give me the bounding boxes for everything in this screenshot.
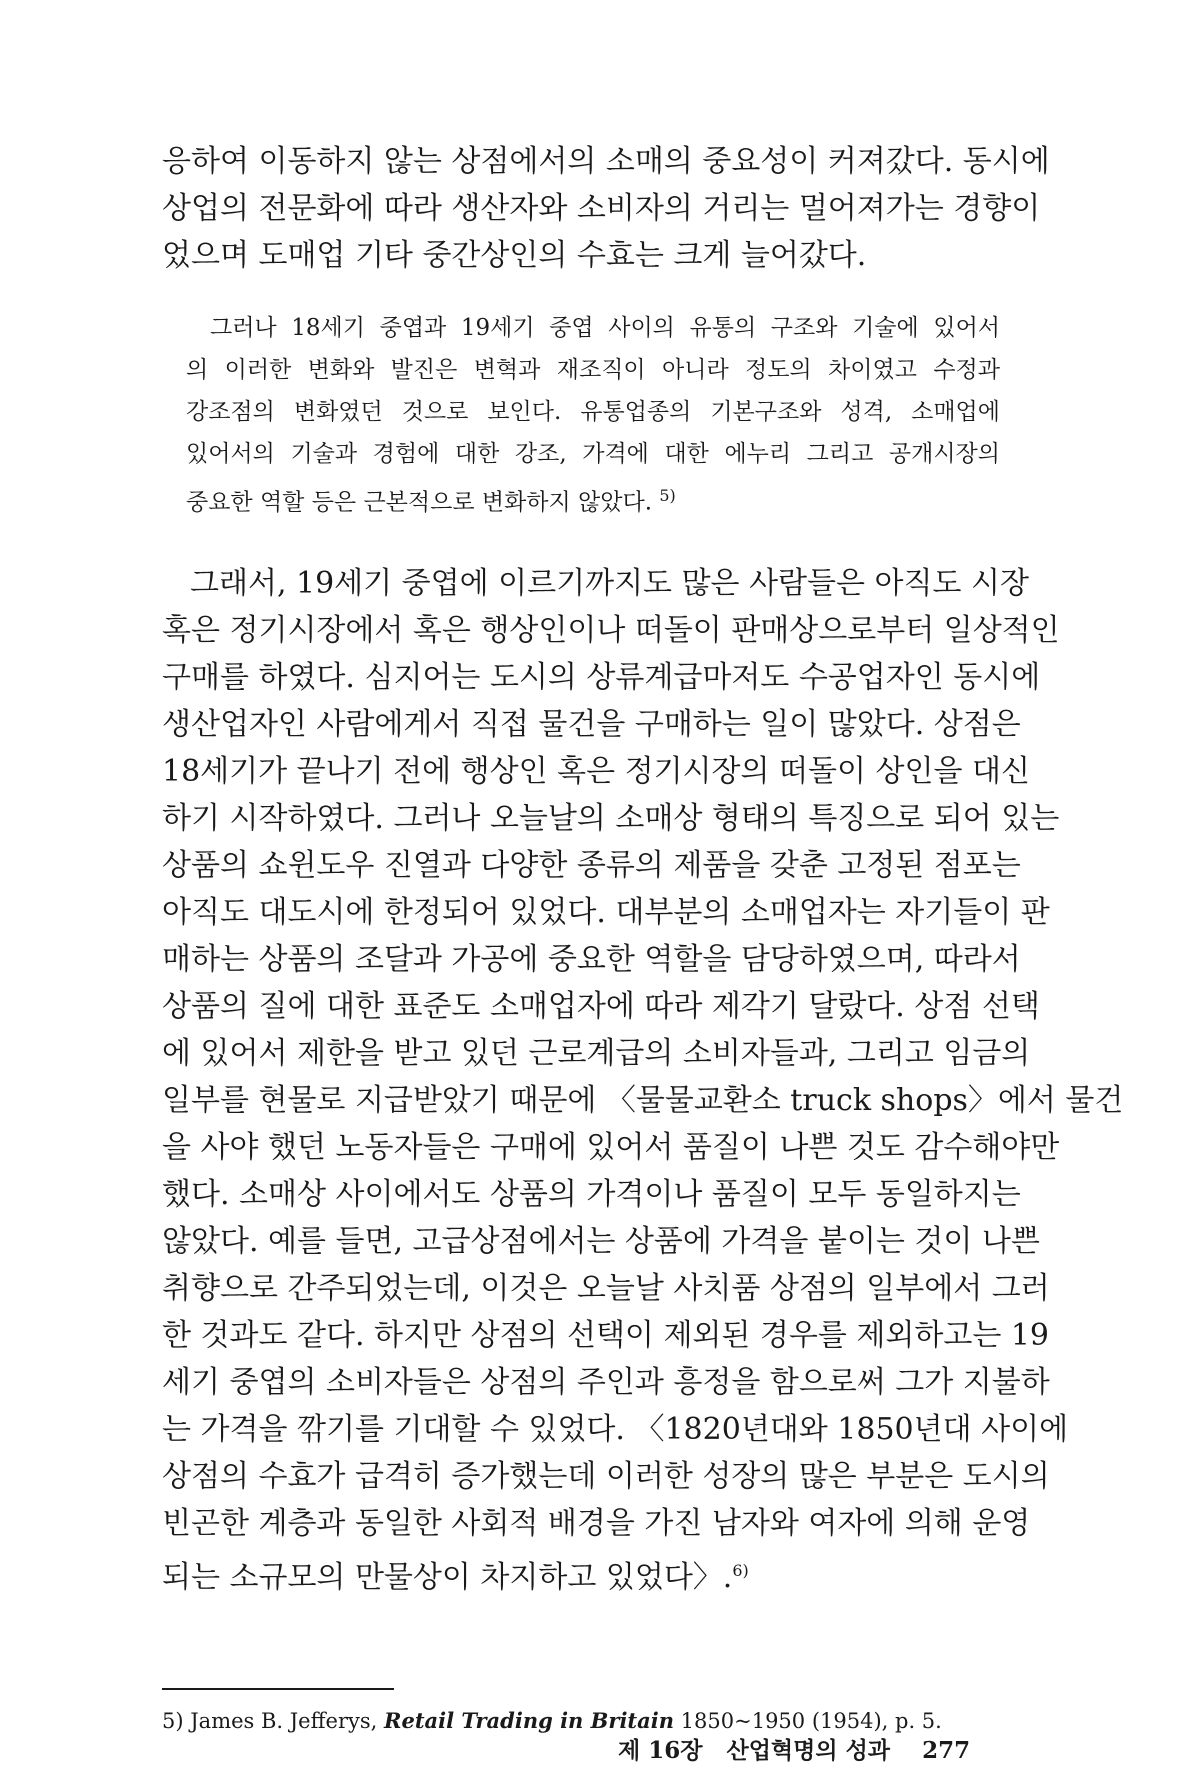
text-line: 었으며 도매업 기타 중간상인의 수효는 크게 늘어갔다. (162, 238, 867, 273)
text-line: 혹은 정기시장에서 혹은 행상인이나 떠돌이 판매상으로부터 일상적인 (162, 613, 1060, 648)
paragraph-main (162, 560, 1124, 1595)
text-line (162, 1547, 1000, 1594)
chapter-label: 제 16장 (618, 1737, 703, 1764)
quote-line-text: 중요한 역할 등은 근본적으로 변화하지 않았다. (186, 489, 653, 516)
paragraph-top (162, 138, 1050, 279)
text-line: 상품의 질에 대한 표준도 소매업자에 따라 제각기 달랐다. 상점 선택 (162, 989, 1040, 1024)
text-line: 세기 중엽의 소비자들은 상점의 주인과 흥정을 함으로써 그가 지불하 (162, 1365, 1050, 1400)
text-line: 빈곤한 계층과 동일한 사회적 배경을 가진 남자와 여자에 의해 운영 (162, 1506, 1031, 1541)
text-line: 하기 시작하였다. 그러나 오늘날의 소매상 형태의 특징으로 되어 있는 (162, 801, 1060, 836)
text-line: 취향으로 간주되었는데, 이것은 오늘날 사치품 상점의 일부에서 그러 (162, 1271, 1050, 1306)
quote-line: 있어서의 기술과 경험에 대한 강조, 가격에 대한 에누리 그리고 공개시장의 (186, 441, 1000, 467)
footnote-ref: 5) (659, 486, 676, 505)
text-line: 일부를 현물로 지급받았기 때문에 〈물물교환소 truck shops〉에서 물건 (162, 1083, 1124, 1118)
footnote-author: James B. Jefferys, (190, 1709, 378, 1733)
text-line: 18세기가 끝나기 전에 행상인 혹은 정기시장의 떠돌이 상인을 대신 (162, 754, 1030, 789)
page-number: 277 (922, 1737, 971, 1764)
text-line: 상품의 쇼윈도우 진열과 다양한 종류의 제품을 갖춘 고정된 점포는 (162, 848, 1021, 883)
text-line: 에 있어서 제한을 받고 있던 근로계급의 소비자들과, 그리고 임금의 (162, 1036, 1031, 1071)
chapter-title: 산업혁명의 성과 (726, 1737, 891, 1764)
footnote-title: Retail Trading in Britain (384, 1708, 674, 1733)
footnote-ref: 6) (732, 1561, 749, 1580)
text-line: 구매를 하였다. 심지어는 도시의 상류계급마저도 수공업자인 동시에 (162, 660, 1041, 695)
footnote-rest: 1850~1950 (1954), p. 5. (680, 1709, 942, 1733)
text-line: 그래서, 19세기 중엽에 이르기까지도 많은 사람들은 아직도 시장 (190, 566, 1029, 601)
text-line: 상점의 수효가 급격히 증가했는데 이러한 성장의 많은 부분은 도시의 (162, 1459, 1050, 1494)
text-line-content: 되는 소규모의 만물상이 차지하고 있었다〉. (162, 1560, 733, 1595)
text-line: 않았다. 예를 들면, 고급상점에서는 상품에 가격을 붙이는 것이 나쁜 (162, 1224, 1040, 1259)
footnote-divider (162, 1688, 394, 1690)
text-line: 을 사야 했던 노동자들은 구매에 있어서 품질이 나쁜 것도 감수해야만 (162, 1130, 1060, 1165)
text-line: 했다. 소매상 사이에서도 상품의 가격이나 품질이 모두 동일하지는 (162, 1177, 1021, 1212)
text-line: 아직도 대도시에 한정되어 있었다. 대부분의 소매업자는 자기들이 판 (162, 895, 1050, 930)
quote-line: 그러나 18세기 중엽과 19세기 중엽 사이의 유통의 구조와 기술에 있어서 (210, 315, 1000, 341)
quote-line: 의 이러한 변화와 발진은 변혁과 재조직이 아니라 정도의 차이였고 수정과 (186, 357, 1000, 383)
footnote-number: 5) (162, 1709, 184, 1733)
text-line: 응하여 이동하지 않는 상점에서의 소매의 중요성이 커져갔다. 동시에 (162, 144, 1050, 179)
text-line: 생산업자인 사람에게서 직접 물건을 구매하는 일이 많았다. 상점은 (162, 707, 1021, 742)
block-quote (186, 307, 1000, 517)
quote-line (186, 475, 1000, 517)
quote-line: 강조점의 변화였던 것으로 보인다. 유통업종의 기본구조와 성격, 소매업에 (186, 399, 1000, 425)
page-footer-text (618, 1732, 970, 1765)
text-line: 상업의 전문화에 따라 생산자와 소비자의 거리는 멀어져가는 경향이 (162, 191, 1041, 226)
text-line: 매하는 상품의 조달과 가공에 중요한 역할을 담당하였으며, 따라서 (162, 942, 1021, 977)
text-line: 는 가격을 깎기를 기대할 수 있었다. 〈1820년대와 1850년대 사이에 (162, 1412, 1069, 1447)
text-line: 한 것과도 같다. 하지만 상점의 선택이 제외된 경우를 제외하고는 19 (162, 1318, 1050, 1353)
